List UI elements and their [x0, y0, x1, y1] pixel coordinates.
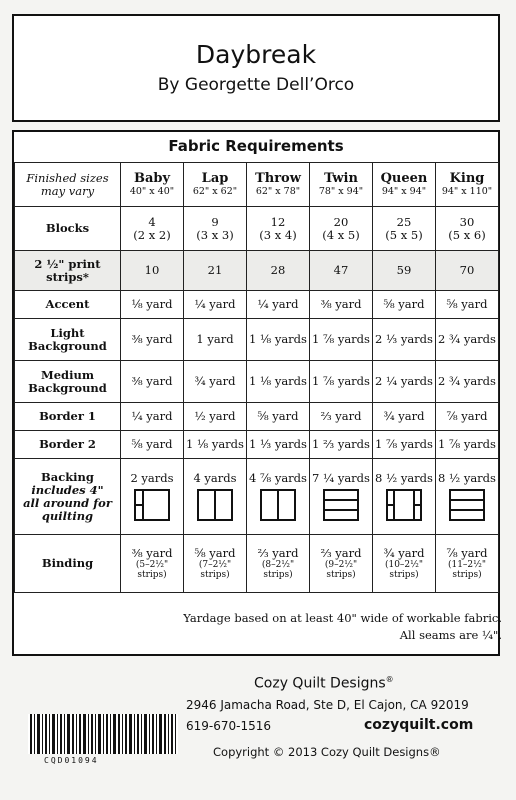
cell-subvalue: (4 x 5)	[322, 227, 360, 242]
two-vertical-panels-icon	[260, 489, 296, 521]
cell-subvalue: (2 x 2)	[133, 227, 171, 242]
table-cell	[436, 535, 499, 593]
blocks-row	[15, 207, 499, 251]
cell-subvalue: (5 x 5)	[385, 227, 423, 242]
table-cell	[121, 535, 184, 593]
table-cell: ¾ yard	[373, 403, 436, 431]
yardage-note	[183, 610, 502, 644]
medium-background-row	[15, 361, 499, 403]
cell-subvalue: (5 x 6)	[448, 227, 486, 242]
table-cell: 2 ¼ yards	[373, 361, 436, 403]
note-line-2: may vary	[40, 183, 95, 198]
table-cell	[373, 207, 436, 251]
cell-value: 8 ½ yards	[438, 471, 496, 485]
table-cell: ⅞ yard	[436, 403, 499, 431]
cell-subvalue: (7–2½"	[198, 560, 232, 570]
cell-subvalue: (5–2½"	[135, 560, 169, 570]
size-name: Lap	[201, 170, 229, 186]
size-dims: 78" x 94"	[318, 185, 364, 197]
row-label	[15, 361, 121, 403]
row-label-line: Background	[28, 380, 107, 395]
note-line: All seams are ¼".	[399, 628, 502, 642]
row-label	[15, 319, 121, 361]
cell-value: 25	[396, 214, 412, 229]
table-cell: ⅝ yard	[247, 403, 310, 431]
table-cell: ⅔ yard	[310, 403, 373, 431]
size-name: King	[449, 170, 485, 186]
light-background-row	[15, 319, 499, 361]
table-cell: ½ yard	[184, 403, 247, 431]
row-label-line: 2 ½" print	[34, 256, 101, 271]
cell-subvalue: strips)	[452, 570, 482, 580]
size-dims: 94" x 94"	[381, 185, 427, 197]
table-cell: ¼ yard	[121, 403, 184, 431]
barcode-icon	[28, 714, 178, 754]
cell-subvalue: strips)	[137, 570, 167, 580]
three-horizontal-panels-icon	[323, 489, 359, 521]
table-cell: 1 ⅛ yards	[247, 319, 310, 361]
size-header	[310, 163, 373, 207]
table-cell: 1 ⅞ yards	[373, 431, 436, 459]
cell-subvalue: (3 x 4)	[259, 227, 297, 242]
cell-value: 8 ½ yards	[375, 471, 433, 485]
cell-subvalue: strips)	[263, 570, 293, 580]
pattern-author: By Georgette Dell’Orco	[157, 75, 355, 95]
cell-subvalue: (3 x 3)	[196, 227, 234, 242]
size-name: Throw	[255, 170, 301, 186]
table-cell	[310, 535, 373, 593]
center-panel-with-sides-icon	[386, 489, 422, 521]
table-cell: 1 ⅓ yards	[247, 431, 310, 459]
table-cell	[436, 459, 499, 535]
table-cell: ⅜ yard	[121, 319, 184, 361]
table-cell	[373, 459, 436, 535]
table-cell: ⅛ yard	[121, 291, 184, 319]
table-cell: 1 ⅞ yards	[436, 431, 499, 459]
size-header	[121, 163, 184, 207]
table-cell: ⅝ yard	[373, 291, 436, 319]
size-dims: 62" x 62"	[192, 185, 238, 197]
size-dims: 94" x 110"	[441, 185, 493, 197]
cell-value: ¾ yard	[383, 546, 425, 560]
table-cell: 1 yard	[184, 319, 247, 361]
table-cell: ⅜ yard	[310, 291, 373, 319]
table-cell: ¼ yard	[184, 291, 247, 319]
fabric-requirements-box	[12, 130, 500, 656]
cell-subvalue: (9–2½"	[324, 560, 358, 570]
row-label-line: Medium	[41, 367, 94, 382]
table-cell	[310, 459, 373, 535]
table-cell	[184, 459, 247, 535]
cell-subvalue: (10–2½"	[384, 560, 424, 570]
row-label: Accent	[15, 291, 121, 319]
table-cell	[247, 535, 310, 593]
note-line-1: Finished sizes	[26, 170, 109, 185]
size-name: Baby	[133, 170, 171, 186]
table-cell: ¾ yard	[184, 361, 247, 403]
narrow-side-panel-icon	[134, 489, 170, 521]
cell-value: ⅝ yard	[194, 546, 236, 560]
table-cell: 1 ⅛ yards	[247, 361, 310, 403]
table-cell: 1 ⅛ yards	[184, 431, 247, 459]
table-cell	[310, 207, 373, 251]
table-cell: 2 ¾ yards	[436, 319, 499, 361]
barcode-number: CQD01094	[44, 756, 99, 765]
binding-row	[15, 535, 499, 593]
cell-value: 4 yards	[193, 471, 237, 485]
size-name: Queen	[380, 170, 428, 186]
table-cell: ⅝ yard	[436, 291, 499, 319]
fabric-requirements-table	[14, 162, 499, 593]
table-cell: 10	[121, 251, 184, 291]
company-phone: 619-670-1516	[186, 719, 272, 733]
table-cell: 21	[184, 251, 247, 291]
table-cell	[373, 535, 436, 593]
table-cell: 2 ⅓ yards	[373, 319, 436, 361]
three-horizontal-panels-icon	[449, 489, 485, 521]
table-cell	[247, 207, 310, 251]
table-cell: 59	[373, 251, 436, 291]
size-header	[184, 163, 247, 207]
cell-value: 4 ⅞ yards	[249, 471, 307, 485]
cell-value: ⅔ yard	[320, 546, 362, 560]
copyright: Copyright © 2013 Cozy Quilt Designs®	[213, 745, 441, 759]
table-cell: 2 ¾ yards	[436, 361, 499, 403]
table-cell	[121, 459, 184, 535]
cell-subvalue: strips)	[326, 570, 356, 580]
table-cell: 1 ⅔ yards	[310, 431, 373, 459]
table-cell: 1 ⅞ yards	[310, 319, 373, 361]
row-label-line: strips*	[46, 269, 89, 284]
cell-subvalue: strips)	[200, 570, 230, 580]
size-dims: 62" x 78"	[255, 185, 301, 197]
company-name-text: Cozy Quilt Designs	[254, 675, 386, 692]
table-cell: ⅜ yard	[121, 361, 184, 403]
company-website[interactable]: cozyquilt.com	[364, 717, 474, 733]
row-label-line: includes 4"	[31, 482, 104, 497]
table-cell: ⅝ yard	[121, 431, 184, 459]
cell-value: 2 yards	[130, 471, 174, 485]
section-title: Fabric Requirements	[168, 137, 344, 155]
cell-subvalue: strips)	[389, 570, 419, 580]
cell-value: ⅞ yard	[446, 546, 488, 560]
print-strips-row	[15, 251, 499, 291]
cell-value: 20	[333, 214, 349, 229]
table-cell: 28	[247, 251, 310, 291]
size-name: Twin	[324, 170, 358, 186]
table-cell: 70	[436, 251, 499, 291]
pattern-title: Daybreak	[195, 40, 317, 69]
size-header	[247, 163, 310, 207]
table-cell	[436, 207, 499, 251]
company-address: 2946 Jamacha Road, Ste D, El Cajon, CA 92019	[186, 698, 469, 712]
size-dims: 40" x 40"	[129, 185, 175, 197]
table-cell: 47	[310, 251, 373, 291]
row-label-line: Light	[50, 325, 85, 340]
registered-mark: ®	[385, 675, 394, 684]
cell-subvalue: (8–2½"	[261, 560, 295, 570]
cell-value: 9	[211, 214, 219, 229]
row-label-line: quilting	[41, 508, 94, 523]
border-1-row	[15, 403, 499, 431]
size-header	[373, 163, 436, 207]
table-cell: ¼ yard	[247, 291, 310, 319]
note-line: Yardage based on at least 40" wide of workable fabric.	[183, 611, 502, 625]
row-label: Binding	[15, 535, 121, 593]
cell-value: 4	[148, 214, 156, 229]
table-cell: 1 ⅞ yards	[310, 361, 373, 403]
border-2-row	[15, 431, 499, 459]
row-label: Border 2	[15, 431, 121, 459]
company-name	[254, 675, 394, 692]
row-label: Blocks	[15, 207, 121, 251]
table-cell	[121, 207, 184, 251]
finished-sizes-note	[15, 163, 121, 207]
table-cell	[184, 207, 247, 251]
sizes-header-row	[15, 163, 499, 207]
two-vertical-panels-icon	[197, 489, 233, 521]
cell-value: 30	[459, 214, 475, 229]
cell-value: 7 ¼ yards	[312, 471, 370, 485]
pattern-title-box	[12, 14, 500, 122]
cell-value: ⅔ yard	[257, 546, 299, 560]
cell-value: 12	[270, 214, 286, 229]
size-header	[436, 163, 499, 207]
row-label	[15, 459, 121, 535]
row-label: Border 1	[15, 403, 121, 431]
cell-subvalue: (11–2½"	[447, 560, 487, 570]
cell-value: ⅜ yard	[131, 546, 173, 560]
row-label	[15, 251, 121, 291]
backing-row	[15, 459, 499, 535]
table-cell	[184, 535, 247, 593]
accent-row	[15, 291, 499, 319]
row-label-line: Background	[28, 338, 107, 353]
table-cell	[247, 459, 310, 535]
row-label-line: Backing	[41, 469, 94, 484]
row-label-line: all around for	[23, 495, 112, 510]
